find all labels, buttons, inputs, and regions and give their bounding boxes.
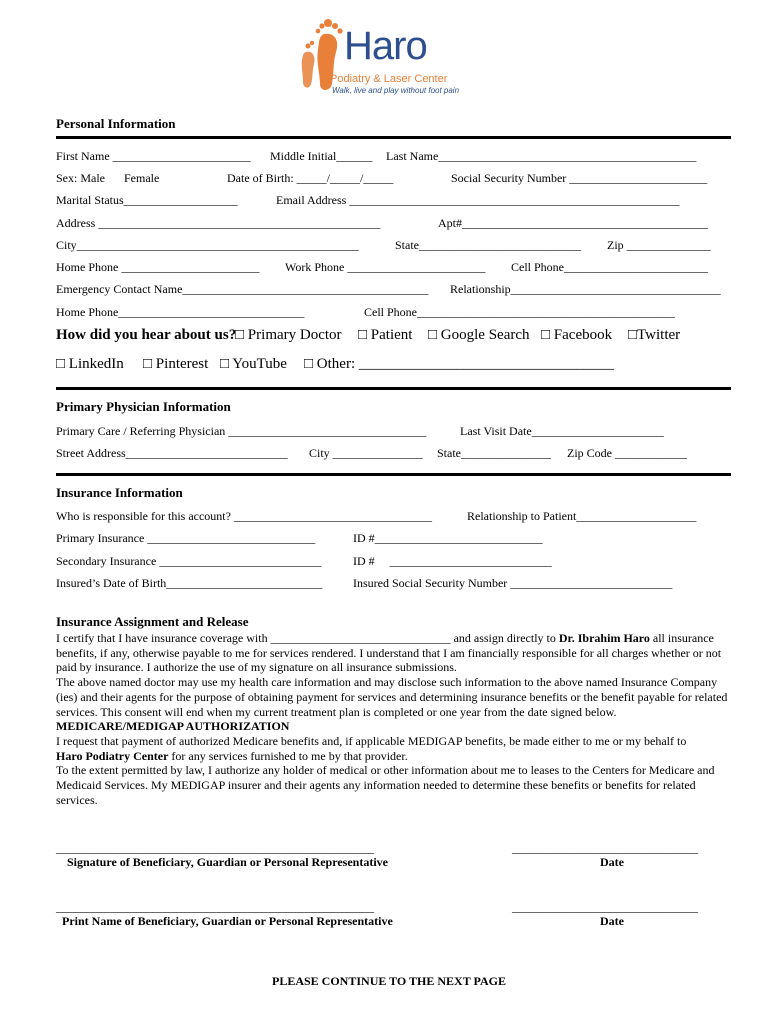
physician-city-field[interactable]: City _______________ xyxy=(309,446,423,460)
apt-field[interactable]: Apt#_________________________________________ xyxy=(438,216,708,230)
section-heading-personal: Personal Information xyxy=(56,116,176,131)
primary-insurance-id-field[interactable]: ID #____________________________ xyxy=(353,531,543,545)
address-field[interactable]: Address _______________________________________________ xyxy=(56,216,381,230)
email-field[interactable]: Email Address _______________________________________________________ xyxy=(276,193,680,207)
option-linkedin[interactable]: □ LinkedIn xyxy=(56,356,124,372)
secondary-insurance-id-field[interactable]: ID # ___________________________ xyxy=(353,554,552,568)
physician-state-field[interactable]: State_______________ xyxy=(437,446,551,460)
section-heading-insurance: Insurance Information xyxy=(56,485,183,500)
option-primary-doctor[interactable]: □ Primary Doctor xyxy=(235,327,342,343)
logo-tagline: Walk, live and play without foot pain xyxy=(332,86,460,95)
section-divider xyxy=(56,136,731,139)
section-heading-physician: Primary Physician Information xyxy=(56,399,231,414)
marital-status-field[interactable]: Marital Status___________________ xyxy=(56,193,238,207)
option-facebook[interactable]: □ Facebook xyxy=(541,327,613,343)
zip-field[interactable]: Zip ______________ xyxy=(607,238,711,252)
referring-physician-field[interactable]: Primary Care / Referring Physician _________________________________ xyxy=(56,424,427,438)
last-visit-date-field[interactable]: Last Visit Date______________________ xyxy=(460,424,664,438)
state-field[interactable]: State___________________________ xyxy=(395,238,581,252)
signature-date-label: Date xyxy=(600,855,624,869)
option-twitter[interactable]: □Twitter xyxy=(628,327,681,343)
option-youtube[interactable]: □ YouTube xyxy=(220,356,287,372)
sex-female-option[interactable]: Female xyxy=(124,171,160,185)
disclosure-paragraph: To the extent permitted by law, I authorize any holder of medical or other information about me to leases to the Centers for Medicare and Medicaid Services. My MEDIGAP insurer and their agents any information needed to determine these benefits or benefits for related services. xyxy=(56,763,715,807)
emergency-home-phone-field[interactable]: Home Phone_______________________________ xyxy=(56,305,305,319)
continue-notice: PLEASE CONTINUE TO THE NEXT PAGE xyxy=(272,974,506,988)
section-divider xyxy=(56,387,731,390)
secondary-insurance-field[interactable]: Secondary Insurance ___________________________ xyxy=(56,554,322,568)
work-phone-field[interactable]: Work Phone _______________________ xyxy=(285,260,486,274)
responsible-party-field[interactable]: Who is responsible for this account? _________________________________ xyxy=(56,509,432,523)
print-date-label: Date xyxy=(600,914,624,928)
ssn-field[interactable]: Social Security Number _______________________ xyxy=(451,171,708,185)
doctor-name: Dr. Ibrahim Haro xyxy=(558,631,650,645)
emergency-cell-phone-field[interactable]: Cell Phone___________________________________________ xyxy=(364,305,675,319)
assignment-paragraph-2: The above named doctor may use my health care information and may disclose such information to the above named Insurance Company (ies) and their agents for the purpose of obtaining payment for services and determining insurance benefits or the benefit payable for related services. This consent will end when my current treatment plan is completed or one year from the date signed below. xyxy=(56,675,728,719)
insured-ssn-field[interactable]: Insured Social Security Number ___________________________ xyxy=(353,576,673,590)
option-pinterest[interactable]: □ Pinterest xyxy=(143,356,209,372)
first-name-field[interactable]: First Name _______________________ xyxy=(56,149,251,163)
assignment-text xyxy=(56,631,736,807)
city-field[interactable]: City_______________________________________________ xyxy=(56,238,359,252)
date-of-birth-field[interactable]: Date of Birth: _____/_____/_____ xyxy=(227,171,394,185)
signature-label: Signature of Beneficiary, Guardian or Personal Representative xyxy=(67,855,388,869)
logo xyxy=(300,18,470,100)
relationship-to-patient-field[interactable]: Relationship to Patient____________________ xyxy=(467,509,697,523)
medicare-paragraph: I request that payment of authorized Medicare benefits and, if applicable MEDIGAP benefits, be made either to me or my behalf to xyxy=(56,733,687,748)
insured-dob-field[interactable]: Insured’s Date of Birth__________________________ xyxy=(56,576,323,590)
option-patient[interactable]: □ Patient xyxy=(358,327,413,343)
home-phone-field[interactable]: Home Phone _______________________ xyxy=(56,260,260,274)
sex-male-option[interactable]: Sex: Male xyxy=(56,171,105,185)
physician-zip-field[interactable]: Zip Code ____________ xyxy=(567,446,687,460)
center-name: Haro Podiatry Center xyxy=(56,748,169,763)
last-name-field[interactable]: Last Name___________________________________________ xyxy=(386,149,697,163)
cell-phone-field[interactable]: Cell Phone________________________ xyxy=(511,260,708,274)
middle-initial-field[interactable]: Middle Initial______ xyxy=(270,149,373,163)
physician-street-field[interactable]: Street Address___________________________ xyxy=(56,446,288,460)
hear-about-us-question: How did you hear about us? xyxy=(56,327,237,343)
logo-name: Haro xyxy=(344,24,427,68)
emergency-contact-field[interactable]: Emergency Contact Name_________________________________________ xyxy=(56,282,429,296)
option-google-search[interactable]: □ Google Search xyxy=(428,327,530,343)
emergency-relationship-field[interactable]: Relationship___________________________________ xyxy=(450,282,721,296)
assignment-paragraph-1a: I certify that I have insurance coverage with ______________________________ and assign directly to xyxy=(56,631,559,645)
medicare-paragraph-end: for any services furnished to me by that provider. xyxy=(168,748,408,763)
section-divider xyxy=(56,473,731,476)
option-other[interactable]: □ Other: __________________________________ xyxy=(304,356,614,372)
assignment-paragraph-1b: all insurance benefits, if any, otherwise payable to me for services rendered. I understand that I am financially responsible for all charges whether or not paid by insurance. I authorize the use of my signature on all insurance submissions. xyxy=(56,631,722,675)
signature-date-line[interactable]: _______________________________ xyxy=(512,841,698,855)
medicare-heading: MEDICARE/MEDIGAP AUTHORIZATION xyxy=(56,719,290,734)
print-name-label: Print Name of Beneficiary, Guardian or Personal Representative xyxy=(62,914,393,928)
section-heading-assignment: Insurance Assignment and Release xyxy=(56,614,249,629)
primary-insurance-field[interactable]: Primary Insurance ____________________________ xyxy=(56,531,316,545)
print-name-line[interactable]: _____________________________________________________ xyxy=(56,900,374,914)
signature-line[interactable]: _____________________________________________________ xyxy=(56,841,374,855)
logo-subtitle: Podiatry & Laser Center xyxy=(330,73,448,85)
print-date-line[interactable]: _______________________________ xyxy=(512,900,698,914)
